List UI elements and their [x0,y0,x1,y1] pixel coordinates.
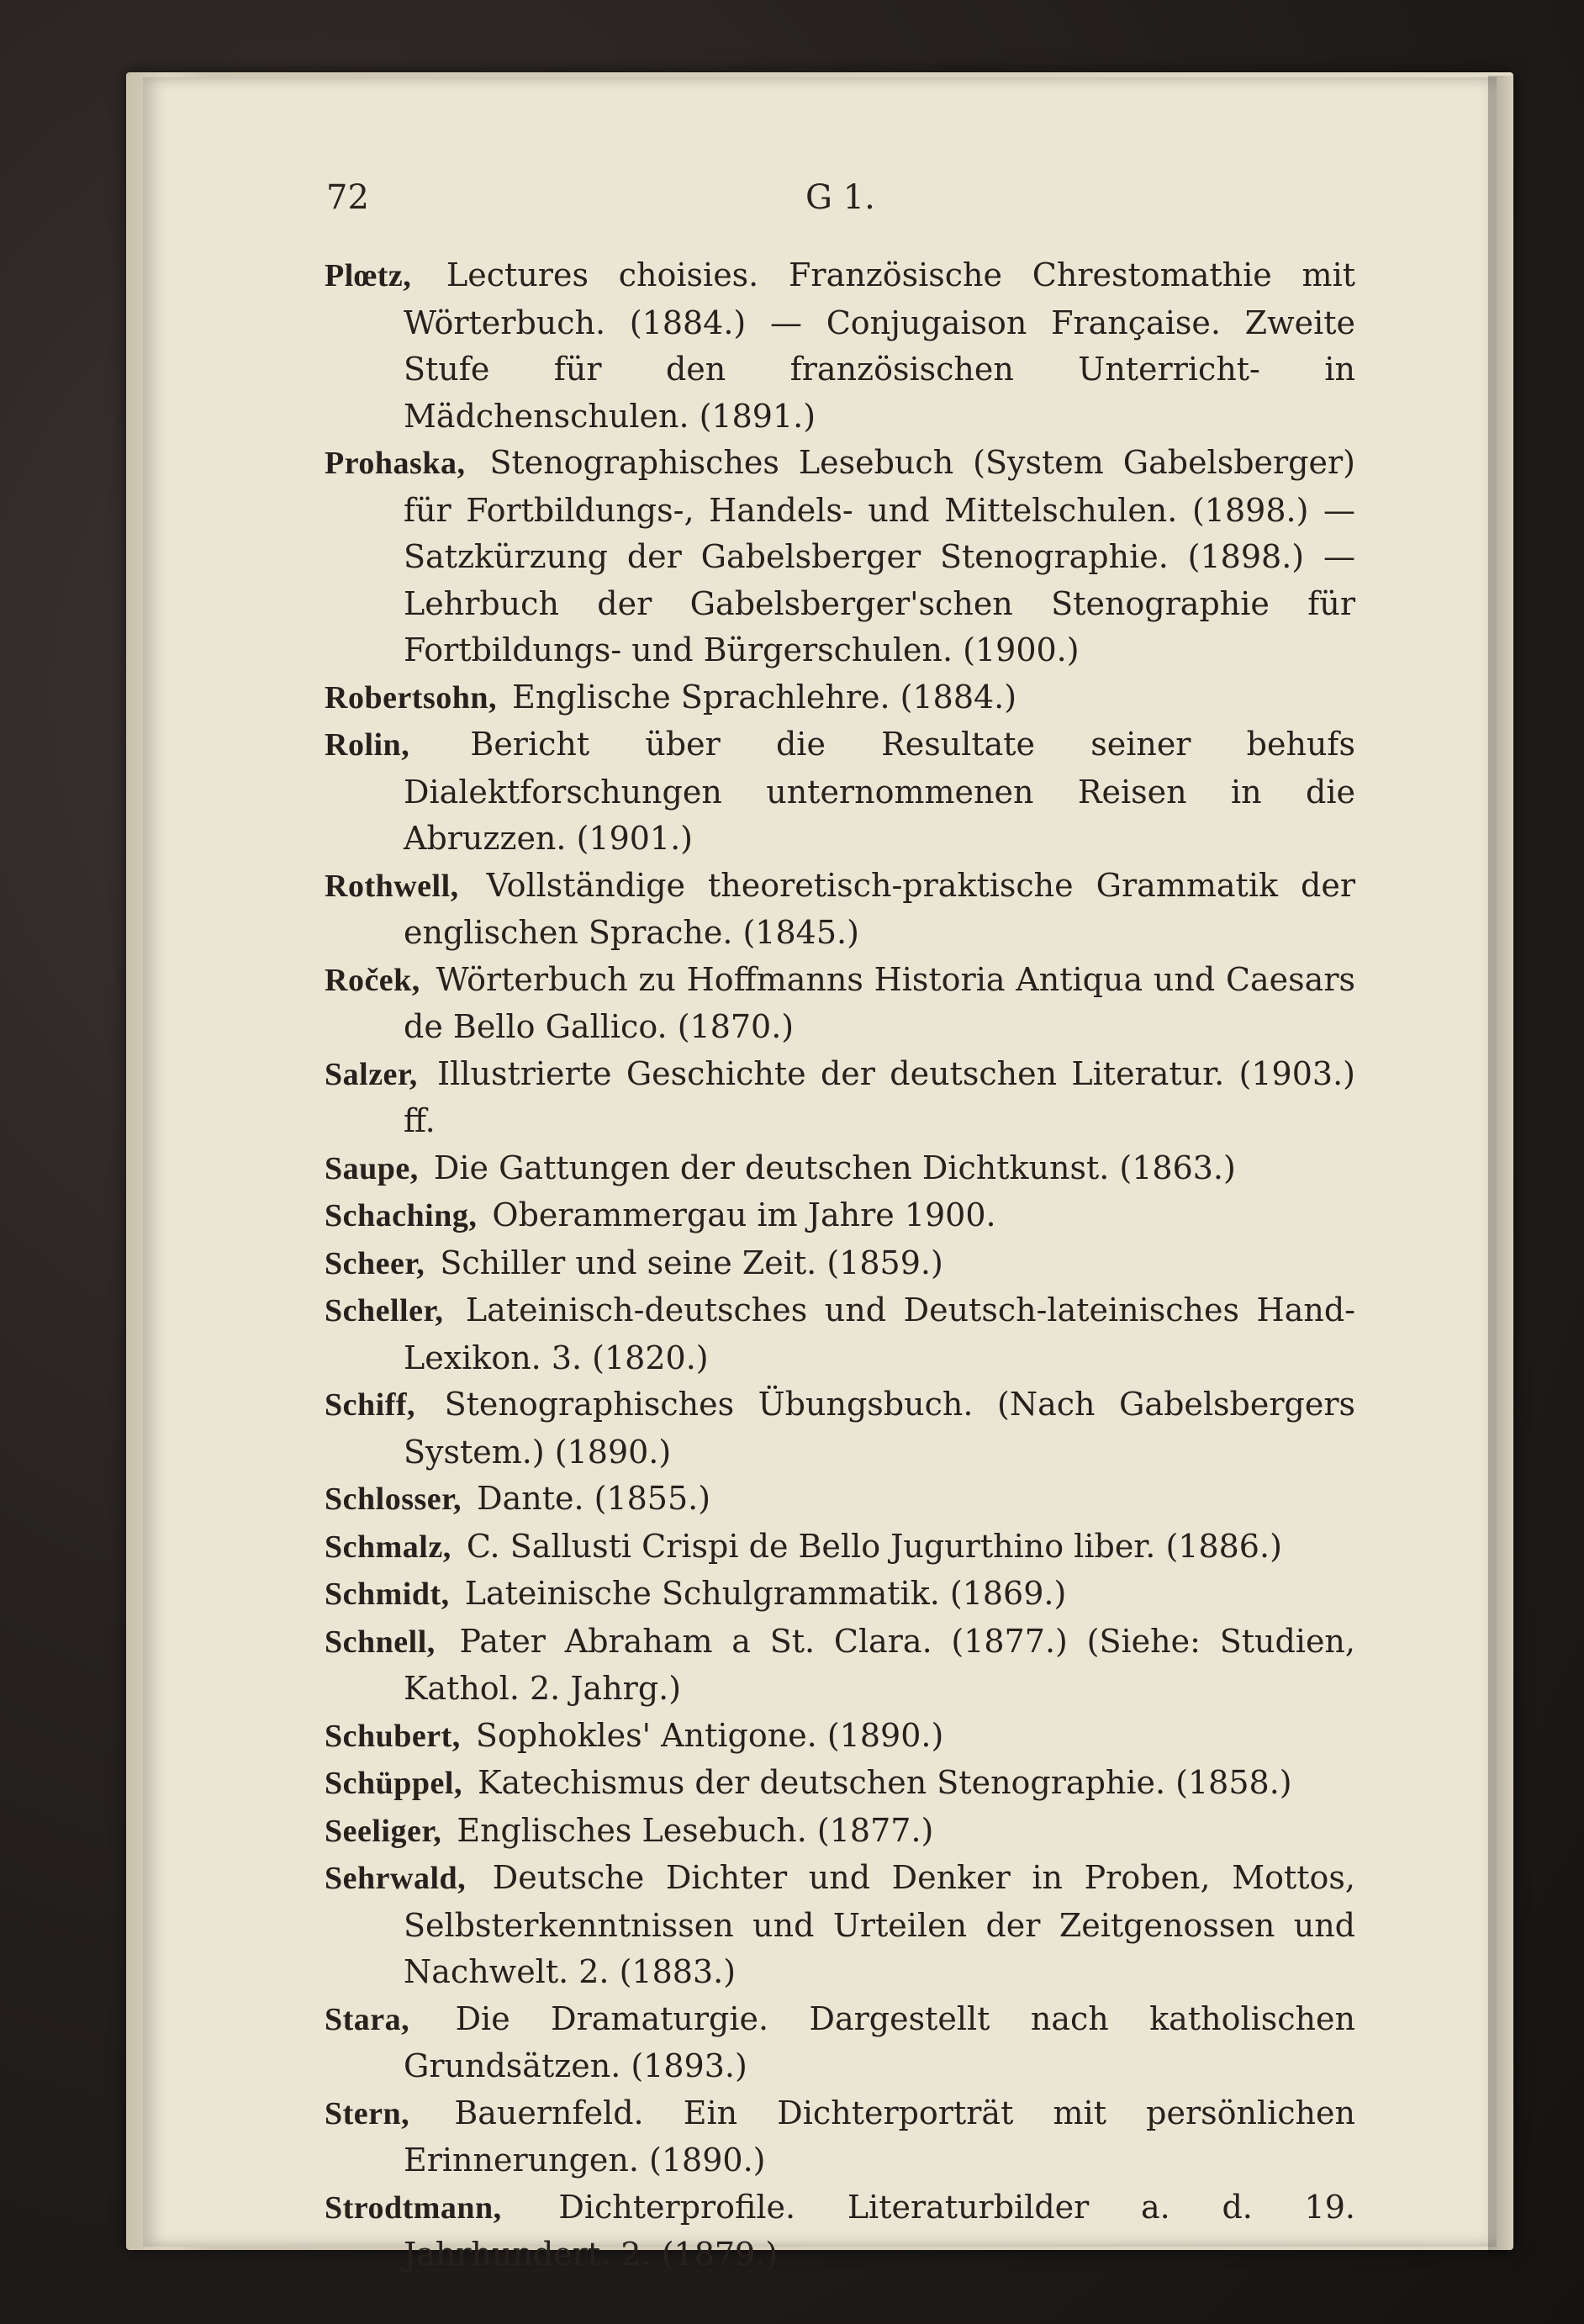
bibliography-entry [325,440,1355,674]
bibliography-entry [325,252,1355,440]
author-name: Seeliger, [325,1813,442,1849]
entry-text: Stenographisches Lesebuch (System Gabelsberger) für Fortbildungs-, Handels- und Mittelschulen. (1898.) — Satzkürzung der Gabelsberger Stenographie. (1898.) — Lehrbuch der Gabelsberger'schen Stenographie für Fortbildungs- und Bürgerschulen. (1900.) [404,444,1355,668]
entry-text: Englisches Lesebuch. (1877.) [457,1811,934,1849]
bibliography-entry [325,1571,1355,1619]
bibliography-entry [325,1713,1355,1761]
bibliography-entry [325,674,1355,722]
bibliography-entry [325,1476,1355,1524]
bibliography-entry [325,1051,1355,1145]
entry-text: Schiller und seine Zeit. (1859.) [440,1244,943,1281]
author-name: Saupe, [325,1150,419,1186]
entry-text: Bericht über die Resultate seiner behufs Dialektforschungen unternommenen Reisen in die Abruzzen. (1901.) [404,726,1355,857]
entry-text: Vollständige theoretisch-praktische Grammatik der englischen Sprache. (1845.) [404,866,1355,951]
entry-text: Die Dramaturgie. Dargestellt nach katholischen Grundsätzen. (1893.) [404,1999,1355,2084]
binding-shadow [1488,76,1522,2253]
entry-text: Dichterprofile. Literaturbilder a. d. 19. Jahrhundert. 2. (1879.) [404,2188,1355,2273]
bibliography-entry [325,1192,1355,1240]
entry-text: Katechismus der deutschen Stenographie. (1858.) [478,1764,1292,1801]
page-number: 72 [326,178,369,217]
bibliography-entry [325,957,1355,1051]
entry-text: Lateinische Schulgrammatik. (1869.) [464,1575,1067,1612]
bibliography-entry [325,2090,1355,2184]
entry-text: Sophokles' Antigone. (1890.) [475,1716,944,1754]
author-name: Rolin, [325,727,410,763]
author-name: Stara, [325,2001,410,2037]
author-name: Robertsohn, [325,679,498,716]
entry-text: Bauernfeld. Ein Dichterporträt mit persönlichen Erinnerungen. (1890.) [404,2094,1355,2179]
bibliography-entry [325,1287,1355,1381]
bibliography-entry [325,1524,1355,1571]
entry-text: Englische Sprachlehre. (1884.) [512,678,1017,716]
bibliography-entry [325,863,1355,957]
author-name: Salzer, [325,1056,418,1092]
signature-mark: G 1. [805,178,875,217]
entry-text: Deutsche Dichter und Denker in Proben, Mottos, Selbsterkenntnissen und Urteilen der Zeitgenossen und Nachwelt. 2. (1883.) [404,1859,1355,1990]
entry-text: Lateinisch-deutsches und Deutsch-lateinisches Hand-Lexikon. 3. (1820.) [404,1291,1355,1376]
bibliography-entry [325,1760,1355,1808]
author-name: Schiff, [325,1387,415,1423]
author-name: Schmalz, [325,1529,451,1565]
author-name: Schaching, [325,1198,478,1233]
bibliography-entry [325,721,1355,863]
author-name: Schmidt, [325,1577,450,1612]
entry-text: Illustrierte Geschichte der deutschen Literatur. (1903.) ff. [404,1054,1355,1139]
author-name: Rothwell, [325,868,459,904]
author-name: Scheer, [325,1245,425,1281]
bibliography-entry [325,1808,1355,1856]
bibliography-entry [325,1996,1355,2090]
bibliography-entry [325,2184,1355,2279]
bibliography-entry [325,1619,1355,1713]
bibliography-entry [325,1381,1355,1476]
author-name: Schnell, [325,1624,436,1660]
author-name: Schlosser, [325,1482,462,1517]
bibliography-entry [325,1145,1355,1193]
author-name: Plœtz, [325,258,412,293]
author-name: Prohaska, [325,446,466,481]
author-name: Scheller, [325,1293,444,1328]
author-name: Roček, [325,962,420,998]
page-header [326,178,1386,229]
entry-text: C. Sallusti Crispi de Bello Jugurthino liber. (1886.) [466,1527,1282,1565]
bibliography-entry [325,1240,1355,1288]
entry-text: Stenographisches Übungsbuch. (Nach Gabelsbergers System.) (1890.) [404,1386,1355,1471]
author-name: Sehrwald, [325,1861,467,1896]
bibliography-entry [325,1855,1355,1996]
entry-text: Die Gattungen der deutschen Dichtkunst. (1863.) [433,1149,1236,1186]
entry-text: Oberammergau im Jahre 1900. [492,1196,996,1233]
author-name: Strodtmann, [325,2189,502,2226]
entry-text: Wörterbuch zu Hoffmanns Historia Antiqua und Caesars de Bello Gallico. (1870.) [404,960,1355,1045]
bibliography-list [325,252,1355,2279]
author-name: Schubert, [325,1718,461,1754]
entry-text: Dante. (1855.) [477,1480,711,1517]
entry-text: Pater Abraham a St. Clara. (1877.) (Siehe: Studien, Kathol. 2. Jahrg.) [404,1622,1355,1707]
author-name: Stern, [325,2095,410,2131]
entry-text: Lectures choisies. Französische Chrestomathie mit Wörterbuch. (1884.) — Conjugaison Française. Zweite Stufe für den französischen Unterricht- in Mädchenschulen. (1891.) [404,256,1355,435]
author-name: Schüppel, [325,1766,462,1801]
